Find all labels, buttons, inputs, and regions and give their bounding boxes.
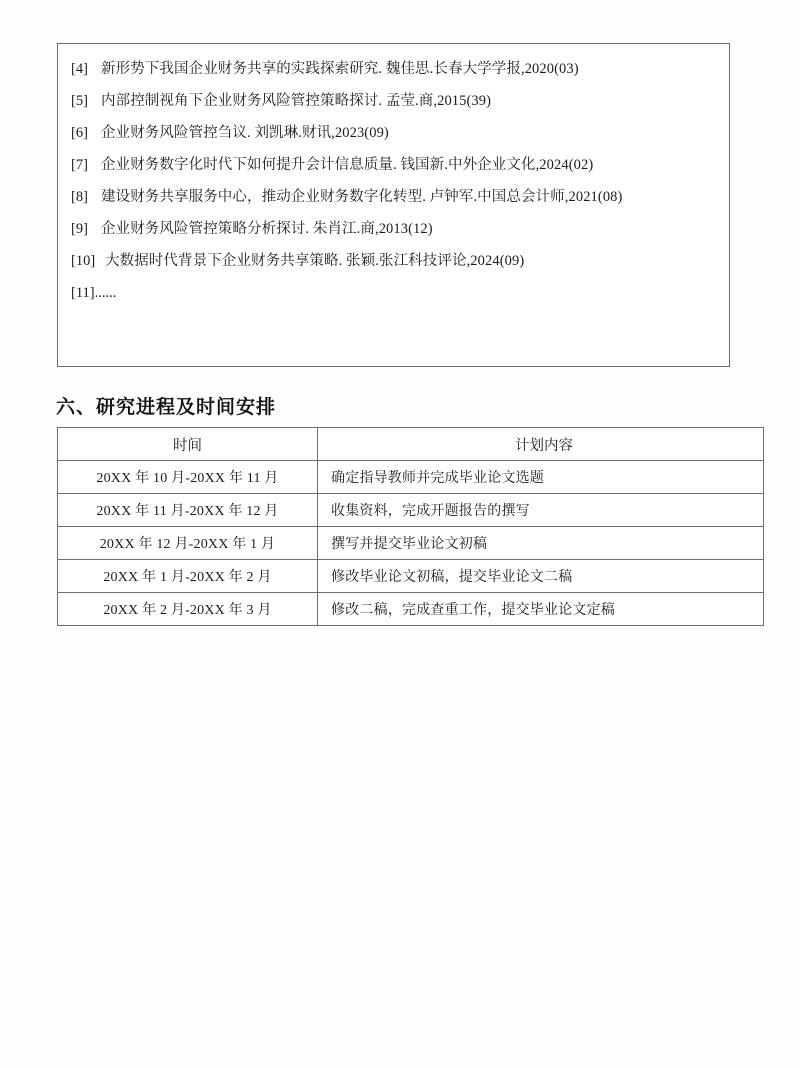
- cell-content: 收集资料，完成开题报告的撰写: [318, 494, 764, 527]
- cell-time: 20XX 年 10 月-20XX 年 11 月: [58, 461, 318, 494]
- table-row: [58, 428, 764, 461]
- column-header-time: 时间: [58, 428, 318, 461]
- reference-text: 新形势下我国企业财务共享的实践探索研究. 魏佳思.长春大学学报,2020(03): [101, 61, 579, 77]
- references-box: [57, 43, 730, 367]
- table-header: [58, 428, 764, 461]
- cell-content: 确定指导教师并完成毕业论文选题: [318, 461, 764, 494]
- references-list: [58, 44, 729, 309]
- cell-time: 20XX 年 1 月-20XX 年 2 月: [58, 560, 318, 593]
- cell-time: 20XX 年 12 月-20XX 年 1 月: [58, 527, 318, 560]
- table-row: [58, 494, 764, 527]
- list-item: [58, 149, 729, 181]
- reference-number: [10]: [71, 253, 96, 269]
- table-row: [58, 560, 764, 593]
- cell-time: 20XX 年 2 月-20XX 年 3 月: [58, 593, 318, 626]
- reference-text: 内部控制视角下企业财务风险管控策略探讨. 孟莹.商,2015(39): [101, 93, 492, 109]
- list-item: [58, 53, 729, 85]
- reference-text: 企业财务风险管控策略分析探讨. 朱肖江.商,2013(12): [101, 221, 433, 237]
- reference-number: [5]: [71, 93, 88, 109]
- reference-number: [11]......: [71, 285, 117, 301]
- column-header-content: 计划内容: [318, 428, 764, 461]
- reference-text: 建设财务共享服务中心，推动企业财务数字化转型. 卢钟军.中国总会计师,2021(08): [101, 189, 623, 205]
- cell-time: 20XX 年 11 月-20XX 年 12 月: [58, 494, 318, 527]
- page-title: 六、研究进程及时间安排: [56, 397, 277, 418]
- reference-number: [4]: [71, 61, 88, 77]
- list-item: [58, 277, 729, 309]
- table-body: [58, 461, 764, 626]
- reference-number: [8]: [71, 189, 88, 205]
- cell-content: 修改毕业论文初稿，提交毕业论文二稿: [318, 560, 764, 593]
- cell-content: 撰写并提交毕业论文初稿: [318, 527, 764, 560]
- reference-text: 企业财务数字化时代下如何提升会计信息质量. 钱国新.中外企业文化,2024(02): [101, 157, 594, 173]
- reference-number: [7]: [71, 157, 88, 173]
- list-item: [58, 85, 729, 117]
- table-row: [58, 461, 764, 494]
- list-item: [58, 213, 729, 245]
- schedule-table: [57, 427, 764, 626]
- cell-content: 修改二稿，完成查重工作，提交毕业论文定稿: [318, 593, 764, 626]
- reference-text: 大数据时代背景下企业财务共享策略. 张颖.张江科技评论,2024(09): [105, 253, 525, 269]
- table-row: [58, 527, 764, 560]
- list-item: [58, 245, 729, 277]
- reference-number: [6]: [71, 125, 88, 141]
- list-item: [58, 117, 729, 149]
- reference-number: [9]: [71, 221, 88, 237]
- table-row: [58, 593, 764, 626]
- list-item: [58, 181, 729, 213]
- reference-text: 企业财务风险管控刍议. 刘凯琳.财讯,2023(09): [101, 125, 389, 141]
